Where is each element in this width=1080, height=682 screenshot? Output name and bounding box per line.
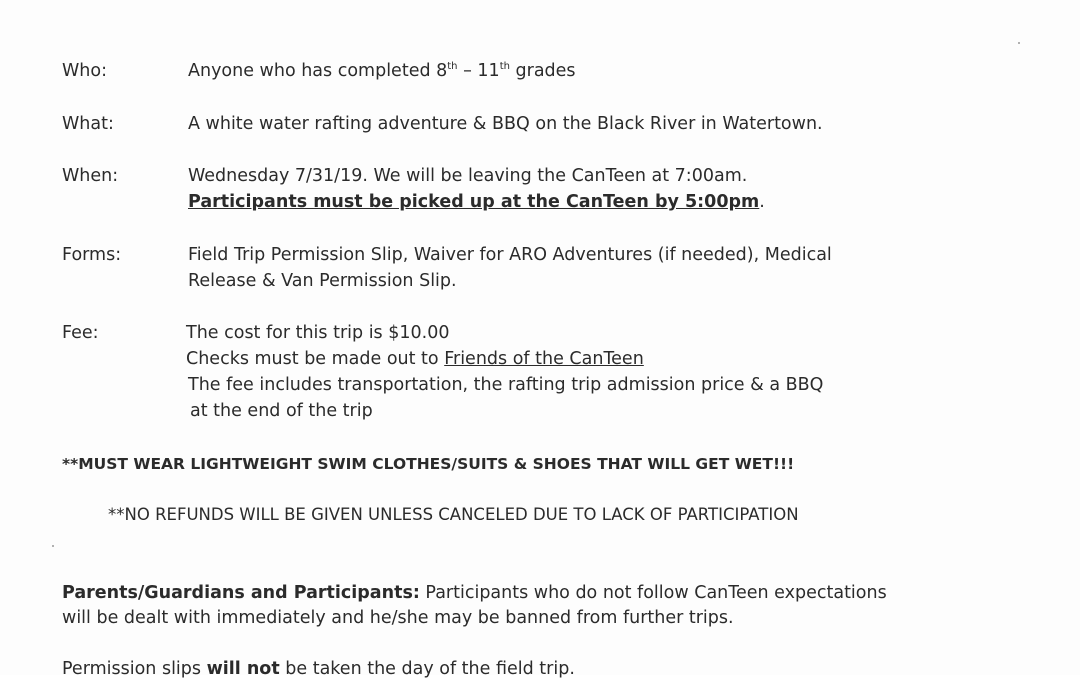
parents-heading: Parents/Guardians and Participants: [62,583,420,603]
parents-paragraph-line-2: will be dealt with immediately and he/she may be banned from further trips. [62,608,734,628]
fee-line-4: at the end of the trip [190,401,373,421]
when-line-2: Participants must be picked up at the CanTeen by 5:00pm. [188,192,765,212]
when-line-1: Wednesday 7/31/19. We will be leaving the CanTeen at 7:00am. [188,166,748,186]
forms-label: Forms: [62,245,122,265]
fee-label: Fee: [62,323,99,343]
when-label: When: [62,166,119,186]
refund-notice: **NO REFUNDS WILL BE GIVEN UNLESS CANCELED DUE TO LACK OF PARTICIPATION [108,505,799,524]
fee-line-1: The cost for this trip is $10.00 [186,323,450,343]
what-label: What: [62,114,114,134]
who-label: Who: [62,61,107,81]
what-value: A white water rafting adventure & BBQ on the Black River in Watertown. [188,114,823,134]
scan-speck [52,545,54,547]
pickup-deadline: Participants must be picked up at the CanTeen by 5:00pm [188,192,760,212]
will-not-emphasis: will not [206,659,280,679]
permission-paragraph: Permission slips will not be taken the day of the field trip. [62,659,575,679]
fee-line-3: The fee includes transportation, the rafting trip admission price & a BBQ [188,375,824,395]
parents-paragraph: Parents/Guardians and Participants: Participants who do not follow CanTeen expectations [62,583,887,603]
fee-line-2: Checks must be made out to Friends of the CanTeen [186,349,644,369]
payee-name: Friends of the CanTeen [444,349,644,369]
who-value: Anyone who has completed 8th – 11th grades [188,61,576,81]
forms-line-1: Field Trip Permission Slip, Waiver for ARO Adventures (if needed), Medical [188,245,832,265]
scan-speck [1018,42,1020,44]
forms-line-2: Release & Van Permission Slip. [188,271,457,291]
wear-notice: **MUST WEAR LIGHTWEIGHT SWIM CLOTHES/SUITS & SHOES THAT WILL GET WET!!! [62,455,795,473]
